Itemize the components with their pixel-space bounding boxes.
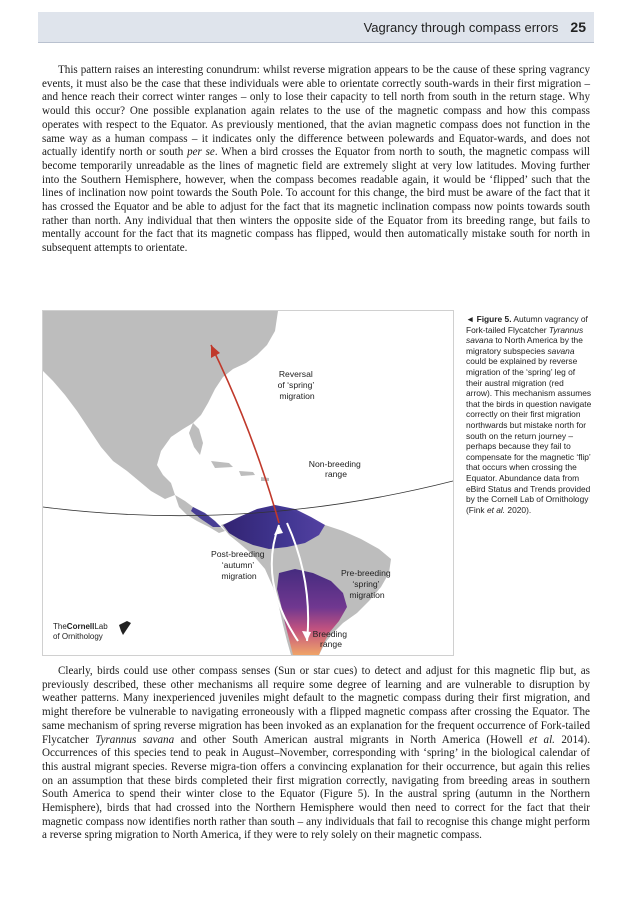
label-breeding: Breeding range xyxy=(312,629,348,649)
bird-logo-icon xyxy=(119,621,131,635)
paragraph-2-etal: et al. xyxy=(529,733,555,746)
label-post-breeding: Post-breeding ‘autumn’ migration xyxy=(211,549,265,581)
caption-text-3: could be explained by reverse migration of the ‘spring’ leg of their austral migration (red arrow). This mechanism assumes that the birds in question navigate correctly on their first migration northwards but mistake north for south on the return journey – perhaps because they fail to compensate for the magnetic ‘flip’ that occurs when crossing the Equator. Abundance data from eBird Status and Trends provided by the Cornell Lab of Ornithology (Fink xyxy=(466,356,592,515)
paragraph-2-part-c: 2014). Occurrences of this species tend to peak in August–November, corresponding with ‘spring’ in the biological calendar of this austral migrant species. Reverse migra-tion offers a convincing explanation for their occurrence, but again this relies on an assumption that these birds completed their first migration correctly, navigating from breeding areas in southern South America to spend their winter close to the Equator (Figure 5). In the austral spring (autumn in the Northern Hemisphere), birds that had crossed into the Northern Hemisphere would then need to correct for the fact that their magnetic compass now identifies north rather than south – any individuals that fail to recognise this change might perform a reverse spring migration to North America, if they were to rely solely on their magnetic compass. xyxy=(42,733,591,842)
label-reversal: Reversal of ‘spring’ migration xyxy=(277,369,315,401)
caption-text-4: 2020). xyxy=(505,504,532,515)
cornell-lab-logo xyxy=(53,621,131,641)
logo-line-1: TheCornellLab xyxy=(53,622,108,631)
caption-head: ◄ Figure 5. xyxy=(466,314,512,324)
north-america-landmass xyxy=(43,311,278,499)
running-title: Vagrancy through compass errors xyxy=(363,19,559,35)
caption-species-1: Tyrannus savana xyxy=(466,324,584,346)
label-pre-breeding: Pre-breeding ‘spring’ migration xyxy=(340,568,391,600)
label-non-breeding: Non-breeding range xyxy=(308,459,361,479)
paragraph-1 xyxy=(42,64,590,256)
figure-5-map xyxy=(42,310,454,656)
caption-species-2: savana xyxy=(547,345,575,356)
equator-line xyxy=(43,481,453,516)
paragraph-2-species: Tyrannus savana xyxy=(95,733,175,746)
figure-5-caption xyxy=(466,314,592,515)
paragraph-1-part-a: This pattern raises an interesting conundrum: whilst reverse migration appears to be the cause of these spring vagrancy events, it must also be the case that these individuals were able to orientate correctly south-wards in their first migration – and hence reach their correct winter ranges – only to lose their capacity to tell north from south in the return stage. Why would this occur? One possible explanation again relates to the use of the magnetic compass and how this compass operates with respect to the Equator. As previously mentioned, that the avian magnetic compass does not function in the same way as a human compass – it indicates only the difference between polewards and Equator-wards, and does not actually identify north or south xyxy=(42,64,590,159)
paragraph-1-part-b: . When a bird crosses the Equator from north to south, the magnetic compass will become temporarily unreadable as the lines of magnetic field are extremely slight at very low latitudes. Moving further into the Southern Hemisphere, however, when the compass becomes readable again, it would be ‘flipped’ such that the lines of inclination now point towards the South Pole. To account for this change, the bird must be aware of the fact that it has crossed the Equator and be able to adjust for the fact that its magnetic inclination compass now points towards south rather than north. Any individual that then winters the opposite side of the Equator from its breeding range, but fails to mentally account for the fact that its magnetic compass has flipped, would then automatically mistake south for north in subsequent attempts to orientate. xyxy=(42,146,590,255)
running-header xyxy=(38,12,594,43)
caption-text-1: Autumn vagrancy of Fork-tailed Flycatcher xyxy=(466,314,588,335)
logo-line-2: of Ornithology xyxy=(53,632,103,641)
page-number: 25 xyxy=(570,19,586,35)
paragraph-2-part-a: Clearly, birds could use other compass senses (Sun or star cues) to detect and adjust for this magnetic flip but, as previously described, these other mechanisms all require some degree of learning and are vulnerable to disruption by weather patterns. Many inexperienced juveniles might default to the magnetic compass during their first migration, and might therefore be vulnerable to navigating erroneously with a flipped magnetic compass after crossing the Equator. The same mechanism of spring reverse migration has been invoked as an explanation for the frequent occurrence of Fork-tailed Flycatcher xyxy=(42,665,590,746)
paragraph-1-per-se: per se xyxy=(187,146,215,159)
paragraph-2-part-b: and other South American austral migrants in North America (Howell xyxy=(174,733,530,746)
paragraph-2 xyxy=(42,665,590,843)
florida-peninsula xyxy=(189,423,203,455)
caption-etal: et al. xyxy=(486,504,506,515)
caption-text-2: to North America by the migratory subspecies xyxy=(466,335,583,356)
migration-map-svg xyxy=(43,311,453,655)
